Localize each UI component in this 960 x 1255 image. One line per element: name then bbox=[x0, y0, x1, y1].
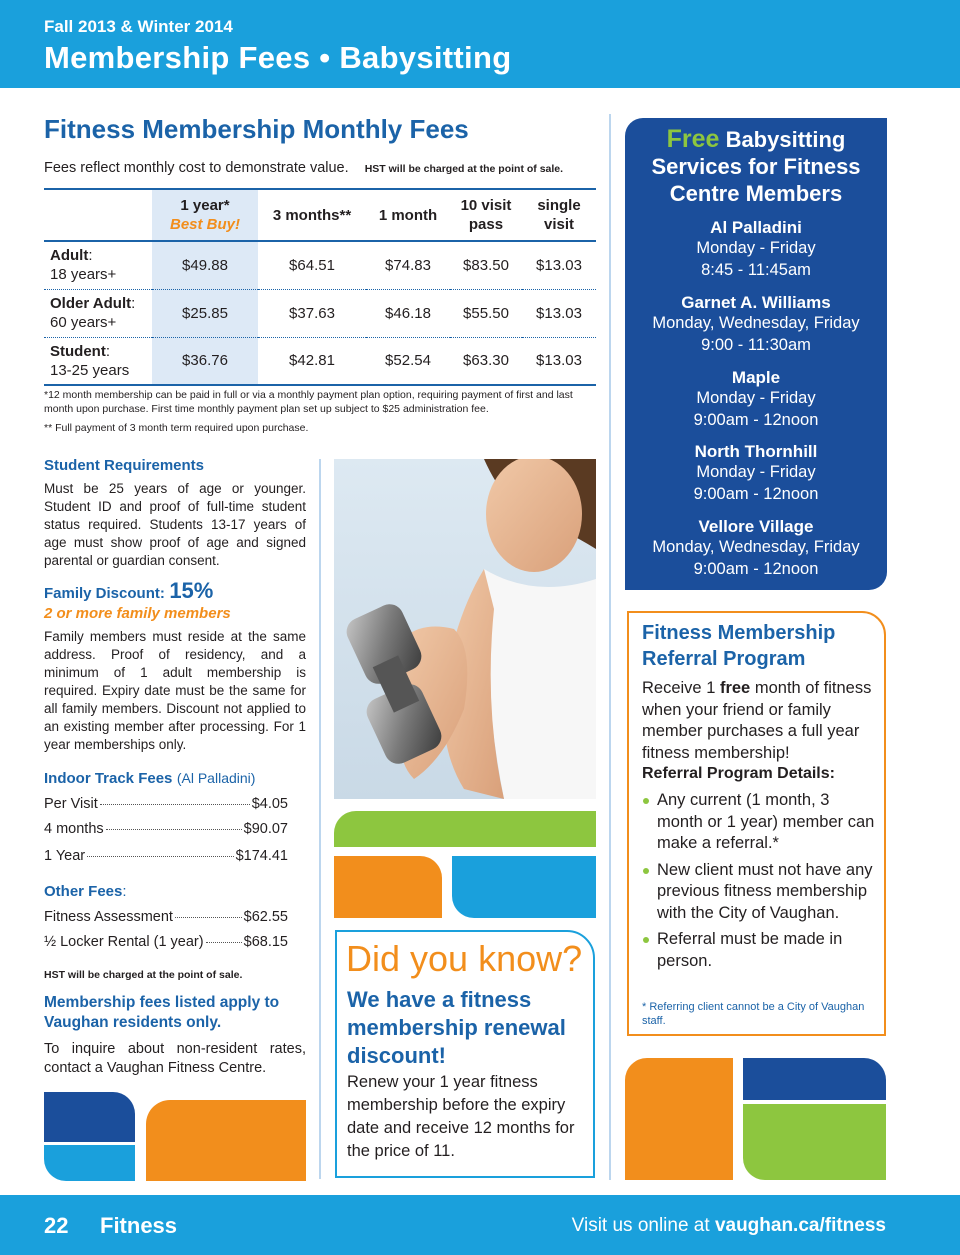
did-you-know-headline: We have a fitness membership renewal discount! bbox=[347, 987, 566, 1068]
family-title-label: Family Discount bbox=[44, 585, 160, 602]
decor-shape bbox=[743, 1058, 886, 1100]
other-title-label: Other Fees bbox=[44, 883, 123, 900]
table-cell: $13.03 bbox=[522, 289, 596, 337]
row-label-sub: 13-25 years bbox=[50, 361, 130, 379]
row-label-adult: Adult: 18 years+ bbox=[44, 241, 152, 289]
table-cell: $37.63 bbox=[258, 289, 366, 337]
footer-section: Fitness bbox=[100, 1213, 178, 1238]
location-time: 9:00 - 11:30am bbox=[701, 335, 811, 354]
fitness-photo bbox=[334, 459, 596, 799]
decor-shape bbox=[44, 1145, 135, 1181]
fee-label: 4 months bbox=[44, 821, 104, 837]
row-label-name: Older Adult bbox=[50, 295, 132, 312]
did-you-know-title: Did you know? bbox=[346, 938, 583, 979]
table-cell: $63.30 bbox=[450, 337, 522, 385]
location-name: Maple bbox=[731, 368, 781, 387]
referral-text-free: free bbox=[719, 679, 751, 697]
row-label-student: Student: 13-25 years bbox=[44, 337, 152, 385]
row-label-sub: 18 years+ bbox=[50, 266, 117, 284]
babysitting-location bbox=[625, 367, 887, 431]
table-cell: $64.51 bbox=[258, 241, 366, 289]
decor-shape bbox=[334, 811, 596, 847]
residents-note: Membership fees listed apply to Vaughan residents only. bbox=[44, 994, 280, 1031]
family-title: Family Discount: 15% bbox=[44, 578, 214, 603]
babysitting-location bbox=[625, 441, 887, 505]
column-divider bbox=[319, 459, 321, 1179]
babysitting-free: Free bbox=[666, 125, 720, 153]
header-single-line1: single bbox=[537, 197, 581, 214]
location-days: Monday, Wednesday, Friday bbox=[652, 538, 860, 556]
fee-label: Fitness Assessment bbox=[44, 909, 173, 925]
student-title: Student Requirements bbox=[44, 457, 205, 474]
babysitting-location bbox=[625, 516, 887, 580]
inquire-note: To inquire about non-resident rates, contact a Vaughan Fitness Centre. bbox=[44, 1041, 306, 1076]
bullet-text: Referral must be made in person. bbox=[657, 930, 843, 970]
location-time: 8:45 - 11:45am bbox=[701, 260, 811, 279]
fee-value: $68.15 bbox=[243, 934, 288, 950]
footnote-12-month: *12 month membership can be paid in full or via a monthly payment plan option, requiring payment of first and last month upon purchase. First time monthly payment plan set up subject to $25 administration fee. bbox=[44, 389, 573, 415]
table-row bbox=[44, 289, 596, 337]
did-you-know-text: Renew your 1 year fitness membership before the expiry date and receive 12 months for the price of 11. bbox=[347, 1073, 575, 1160]
fees-hst-note: HST will be charged at the point of sale. bbox=[364, 163, 564, 175]
babysitting-location bbox=[625, 217, 887, 281]
table-cell: $36.76 bbox=[152, 337, 258, 385]
referral-bullets bbox=[642, 790, 878, 977]
bullet-text: New client must not have any previous fitness membership with the City of Vaughan. bbox=[657, 860, 873, 922]
table-cell: $42.81 bbox=[258, 337, 366, 385]
referral-text-post: month of fitness when your friend or family member purchases a full year fitness membership! bbox=[642, 679, 872, 762]
family-subtitle: 2 or more family members bbox=[44, 605, 231, 622]
track-fee-row bbox=[44, 848, 288, 864]
fee-value: $4.05 bbox=[251, 796, 288, 812]
table-cell: $83.50 bbox=[450, 241, 522, 289]
footer-url-link[interactable]: vaughan.ca/fitness bbox=[714, 1215, 886, 1236]
fee-value: $62.55 bbox=[243, 909, 288, 925]
footer-visit bbox=[572, 1215, 886, 1237]
fee-value: $90.07 bbox=[243, 821, 288, 837]
table-cell: $55.50 bbox=[450, 289, 522, 337]
best-buy-label: Best Buy! bbox=[169, 216, 240, 233]
referral-details-title: Referral Program Details: bbox=[642, 765, 835, 782]
list-item bbox=[642, 860, 878, 925]
location-name: Vellore Village bbox=[698, 517, 814, 536]
fees-note-text: Fees reflect monthly cost to demonstrate value. bbox=[44, 160, 349, 176]
table-row bbox=[44, 241, 596, 289]
referral-text bbox=[642, 678, 878, 764]
header-single-line2: visit bbox=[543, 216, 574, 233]
track-title-label: Indoor Track Fees bbox=[44, 770, 173, 787]
referral-text-pre: Receive 1 bbox=[642, 679, 716, 697]
header-10-visit bbox=[450, 189, 522, 241]
header-1-year-label: 1 year* bbox=[180, 197, 230, 214]
table-cell: $25.85 bbox=[152, 289, 258, 337]
page-footer bbox=[0, 1195, 960, 1255]
season-label: Fall 2013 & Winter 2014 bbox=[44, 17, 233, 36]
fee-value: $174.41 bbox=[235, 848, 288, 864]
location-days: Monday, Wednesday, Friday bbox=[652, 314, 860, 332]
other-fee-row bbox=[44, 909, 288, 925]
footer-visit-text: Visit us online at bbox=[571, 1215, 710, 1236]
location-name: Garnet A. Williams bbox=[681, 293, 831, 312]
table-cell: $13.03 bbox=[522, 241, 596, 289]
location-name: Al Palladini bbox=[710, 218, 802, 237]
table-cell: $13.03 bbox=[522, 337, 596, 385]
family-text: Family members must reside at the same address. Proof of residency, and a minimum of 1 adult membership is required. Expiry date must be the same for all family members. Discount not applied to an existing member after processing. For 1 year memberships only. bbox=[44, 629, 306, 752]
column-divider bbox=[609, 114, 611, 1180]
location-days: Monday - Friday bbox=[696, 463, 816, 481]
list-item bbox=[642, 929, 878, 972]
header-10-visit-line1: 10 visit bbox=[460, 197, 512, 214]
fee-label: Per Visit bbox=[44, 796, 98, 812]
table-cell: $52.54 bbox=[366, 337, 450, 385]
table-cell: $49.88 bbox=[152, 241, 258, 289]
family-percent: 15% bbox=[169, 578, 214, 603]
bullet-text: Any current (1 month, 3 month or 1 year) member can make a referral.* bbox=[657, 791, 875, 852]
referral-footnote: * Referring client cannot be a City of Vaughan staff. bbox=[642, 1001, 865, 1027]
location-days: Monday - Friday bbox=[696, 389, 816, 407]
other-title: Other Fees: bbox=[44, 883, 127, 900]
babysitting-title-rest: Babysitting Services for Fitness Centre Members bbox=[651, 127, 861, 206]
table-cell: $46.18 bbox=[366, 289, 450, 337]
babysitting-title bbox=[625, 126, 887, 207]
track-fee-row bbox=[44, 796, 288, 812]
decor-shape bbox=[452, 856, 596, 918]
other-fee-row bbox=[44, 934, 288, 950]
location-time: 9:00am - 12noon bbox=[693, 484, 819, 503]
header-1-month: 1 month bbox=[366, 189, 450, 241]
student-text: Must be 25 years of age or younger. Student ID and proof of full-time student status required. Students 13-17 years of age must show proof of age and signed parental or guardian consent. bbox=[44, 481, 306, 568]
location-days: Monday - Friday bbox=[696, 239, 816, 257]
decor-shape bbox=[44, 1092, 135, 1142]
fees-note bbox=[44, 160, 563, 176]
decor-shape bbox=[743, 1104, 886, 1180]
fees-header-row bbox=[44, 189, 596, 241]
track-fee-row bbox=[44, 821, 288, 837]
footnote-3-month: ** Full payment of 3 month term required upon purchase. bbox=[44, 422, 309, 434]
header-1-year bbox=[152, 189, 258, 241]
decor-shape bbox=[146, 1100, 306, 1181]
track-location: (Al Palladini) bbox=[176, 770, 256, 786]
header-10-visit-line2: pass bbox=[468, 216, 504, 233]
page-title: Membership Fees • Babysitting bbox=[44, 40, 512, 75]
header-single-visit bbox=[522, 189, 596, 241]
row-label-sub: 60 years+ bbox=[50, 314, 117, 331]
row-label-older-adult: Older Adult: 60 years+ bbox=[44, 289, 152, 337]
decor-shape bbox=[625, 1058, 733, 1180]
fees-table bbox=[44, 188, 596, 386]
row-label-name: Student bbox=[50, 342, 106, 360]
other-hst-note: HST will be charged at the point of sale. bbox=[44, 969, 243, 981]
referral-title: Fitness Membership Referral Program bbox=[642, 622, 836, 670]
table-row bbox=[44, 337, 596, 385]
list-item bbox=[642, 790, 878, 855]
babysitting-location bbox=[625, 292, 887, 356]
location-name: North Thornhill bbox=[694, 442, 818, 461]
location-time: 9:00am - 12noon bbox=[693, 410, 819, 429]
row-label-name: Adult bbox=[50, 247, 89, 265]
header-3-months: 3 months** bbox=[258, 189, 366, 241]
table-cell: $74.83 bbox=[366, 241, 450, 289]
page-number: 22 bbox=[44, 1213, 69, 1238]
fees-title: Fitness Membership Monthly Fees bbox=[44, 114, 469, 144]
track-title bbox=[44, 770, 306, 788]
page-header bbox=[0, 0, 960, 88]
header-empty bbox=[44, 189, 152, 241]
fee-label: 1 Year bbox=[44, 848, 86, 864]
location-time: 9:00am - 12noon bbox=[693, 559, 819, 578]
fee-label: ½ Locker Rental (1 year) bbox=[44, 934, 204, 950]
decor-shape bbox=[334, 856, 442, 918]
